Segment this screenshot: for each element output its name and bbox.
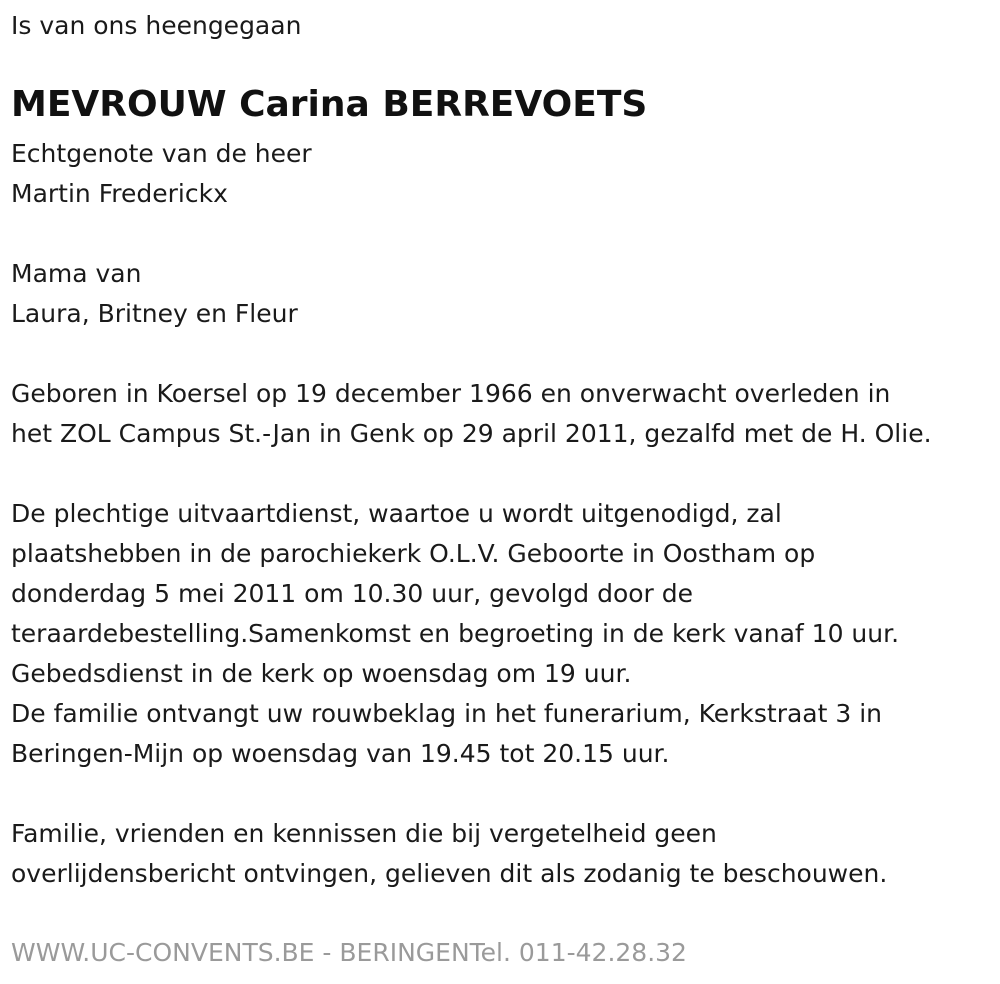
intro-text: Is van ons heengegaan	[11, 11, 302, 40]
deceased-name: MEVROUW Carina BERREVOETS	[11, 84, 648, 125]
notice-block	[11, 814, 887, 894]
footer-contact: WWW.UC-CONVENTS.BE - BERINGENTel. 011-42.28.32	[11, 938, 687, 967]
birth-death-line: Geboren in Koersel op 19 december 1966 en onverwacht overleden in	[11, 379, 891, 408]
service-line: teraardebestelling.Samenkomst en begroeting in de kerk vanaf 10 uur.	[11, 619, 900, 648]
children-line: Mama van	[11, 259, 142, 288]
service-line: Gebedsdienst in de kerk op woensdag om 19 uur.	[11, 659, 632, 688]
service-block	[11, 494, 899, 774]
service-line: donderdag 5 mei 2011 om 10.30 uur, gevolgd door de	[11, 579, 694, 608]
notice-line: Familie, vrienden en kennissen die bij vergetelheid geen	[11, 819, 717, 848]
spouse-line: Echtgenote van de heer	[11, 139, 312, 168]
children-line: Laura, Britney en Fleur	[11, 299, 298, 328]
birth-death-line: het ZOL Campus St.-Jan in Genk op 29 april 2011, gezalfd met de H. Olie.	[11, 419, 932, 448]
service-line: plaatshebben in de parochiekerk O.L.V. Geboorte in Oostham op	[11, 539, 816, 568]
children-block	[11, 254, 298, 334]
birth-death-block	[11, 374, 932, 454]
service-line: De plechtige uitvaartdienst, waartoe u wordt uitgenodigd, zal	[11, 499, 782, 528]
service-line: De familie ontvangt uw rouwbeklag in het funerarium, Kerkstraat 3 in	[11, 699, 883, 728]
service-line: Beringen-Mijn op woensdag van 19.45 tot 20.15 uur.	[11, 739, 670, 768]
spouse-line: Martin Frederickx	[11, 179, 228, 208]
notice-line: overlijdensbericht ontvingen, gelieven dit als zodanig te beschouwen.	[11, 859, 888, 888]
spouse-block	[11, 134, 312, 214]
